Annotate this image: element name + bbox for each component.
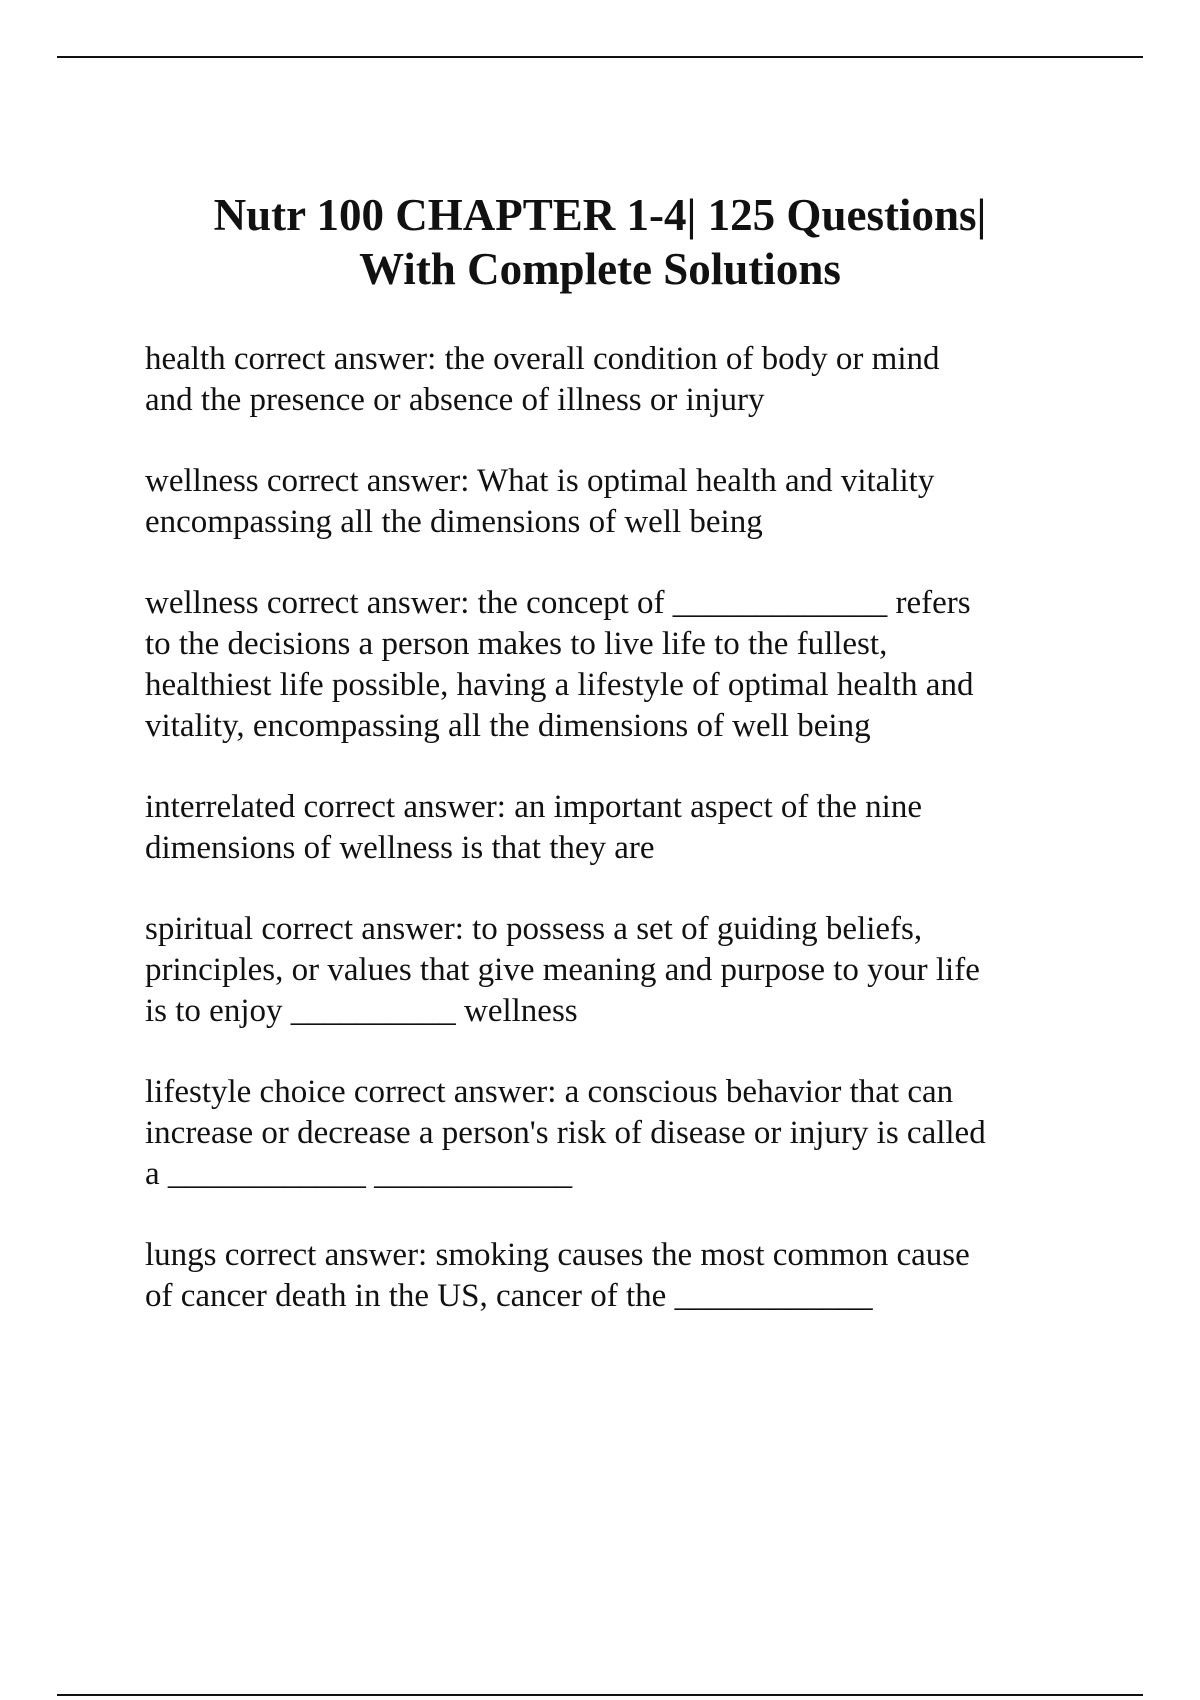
- entry-line: spiritual correct answer: to possess a set of guiding beliefs,: [145, 911, 923, 947]
- entry-line: is to enjoy __________ wellness: [145, 993, 578, 1029]
- title-line: With Complete Solutions: [359, 244, 841, 294]
- question-entry: [145, 1235, 1080, 1317]
- top-rule: [57, 56, 1143, 58]
- entry-line: to the decisions a person makes to live life to the fullest,: [145, 626, 888, 662]
- page-title: [100, 188, 1100, 296]
- entry-line: wellness correct answer: What is optimal health and vitality: [145, 463, 935, 499]
- entry-line: and the presence or absence of illness or injury: [145, 382, 765, 418]
- entry-line: principles, or values that give meaning and purpose to your life: [145, 952, 980, 988]
- entry-line: encompassing all the dimensions of well being: [145, 504, 763, 540]
- bottom-rule: [57, 1694, 1143, 1696]
- entry-line: healthiest life possible, having a lifestyle of optimal health and: [145, 667, 974, 703]
- title-line: Nutr 100 CHAPTER 1-4| 125 Questions|: [213, 190, 987, 240]
- entry-line: a ____________ ____________: [145, 1156, 573, 1192]
- question-entry: [145, 1072, 1080, 1195]
- entry-line: health correct answer: the overall condition of body or mind: [145, 341, 940, 377]
- entry-line: dimensions of wellness is that they are: [145, 830, 655, 866]
- question-entry: [145, 583, 1080, 747]
- question-entry: [145, 787, 1080, 869]
- entry-line: lungs correct answer: smoking causes the most common cause: [145, 1237, 970, 1273]
- entry-line: vitality, encompassing all the dimensions of well being: [145, 708, 871, 744]
- entry-line: of cancer death in the US, cancer of the ____________: [145, 1278, 873, 1314]
- question-list: [145, 339, 1080, 1357]
- entry-line: wellness correct answer: the concept of _____________ refers: [145, 585, 971, 621]
- entry-line: lifestyle choice correct answer: a conscious behavior that can: [145, 1074, 954, 1110]
- question-entry: [145, 909, 1080, 1032]
- entry-line: interrelated correct answer: an important aspect of the nine: [145, 789, 922, 825]
- entry-line: increase or decrease a person's risk of disease or injury is called: [145, 1115, 986, 1151]
- question-entry: [145, 339, 1080, 421]
- question-entry: [145, 461, 1080, 543]
